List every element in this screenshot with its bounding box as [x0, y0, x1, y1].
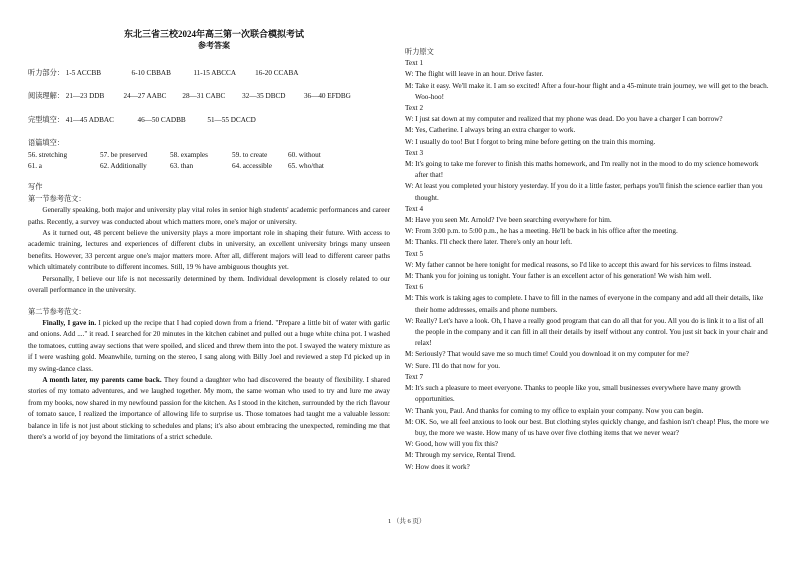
grammar-answer: 63. than: [170, 162, 194, 171]
reading-answers: [28, 91, 390, 102]
transcript-line: M: It's going to take me forever to finish this maths homework, and I'm really not in the mood to do my science homework after that!: [405, 160, 759, 180]
answer-group: 16-20 CCABA: [255, 69, 299, 77]
transcript-line: M: Thank you for joining us tonight. Your father is an excellent actor of his generation! We wish him well.: [405, 272, 712, 281]
answer-group: 32—35 DBCD: [242, 92, 286, 101]
transcript-line: W: I usually do too! But I forgot to bring mine before getting on the train this morning.: [405, 137, 656, 146]
writing-label: 写作: [28, 183, 43, 192]
transcript-line: W: Really? Let's have a look. Oh, I have a really good program that can do all that for you. All you do is link it to a list of all the people in the company and it can fill in all their details by itself without any control. You just sit back in your chair and relax!: [405, 316, 768, 348]
grammar-answer: 65. who/that: [288, 162, 324, 171]
answer-group: 46—50 CADBB: [137, 115, 186, 124]
transcript-line: W: Good, how will you fix this?: [405, 440, 498, 449]
story-paragraph: [28, 318, 390, 375]
transcript-text-heading: Text 4: [405, 204, 424, 213]
transcript-line: M: Yes, Catherine. I always bring an extra charger to work.: [405, 126, 576, 135]
listening-answers: [28, 68, 390, 79]
answer-group: 11-15 ABCCA: [193, 69, 237, 77]
grammar-answer: 60. without: [288, 150, 321, 159]
transcript-line: W: I just sat down at my computer and realized that my phone was dead. Do you have a charger I can borrow?: [405, 115, 723, 124]
transcript-text-heading: Text 1: [405, 59, 424, 68]
cloze-answers: [28, 115, 390, 126]
transcript-line: W: Thank you, Paul. And thanks for coming to my office to explain your company. Now you can begin.: [405, 406, 704, 415]
cloze-label: 完型填空：: [28, 115, 64, 124]
transcript-column: [405, 47, 769, 473]
page-number: 1: [388, 518, 392, 525]
grammar-answer: 58. examples: [170, 150, 208, 159]
answer-group: 28—31 CABC: [182, 92, 226, 101]
answer-key-column: [28, 0, 390, 443]
transcript-line: M: Through my service, Rental Trend.: [405, 451, 516, 460]
transcript-line: M: OK. So, we all feel anxious to look our best. But clothing styles quickly change, and fashion isn't cheap! Plus, the more we buy, the more we waste. How many of us have over five clothing items that we never wear?: [405, 417, 769, 437]
answer-group: 24—27 AABC: [123, 92, 167, 101]
answer-group: 21—23 DDB: [65, 92, 105, 101]
document-subtitle: 参考答案: [198, 41, 230, 50]
essay-paragraph: As it turned out, 48 percent believe the university plays a more important role in shaping their future. With access to academic training, lectures and experiences of different clubs in university, an excellent university brings many unseen benefits. However, 33 percent argue one's major matters more. After all, different majors will lead to different career paths which ultimately contribute to different incomes. Still, 19 % have ambiguous thoughts yet.: [28, 229, 390, 272]
answer-group: 41—45 ADBAC: [65, 115, 114, 124]
transcript-text-heading: Text 6: [405, 283, 424, 292]
transcript-line: W: The flight will leave in an hour. Drive faster.: [405, 70, 544, 79]
transcript-line: W: Sure. I'll do that now for you.: [405, 361, 501, 370]
answer-group: 51—55 DCACD: [207, 115, 256, 124]
transcript-text-heading: Text 7: [405, 372, 424, 381]
transcript-text-heading: Text 3: [405, 148, 424, 157]
transcript-line: W: My father cannot be here tonight for medical reasons, so I'd like to accept this award for his services to films instead.: [405, 260, 752, 269]
transcript-label: 听力原文: [405, 48, 434, 56]
writing-section1-label: 第一节参考范文：: [28, 194, 86, 203]
grammar-answer: 61. a: [28, 162, 42, 171]
transcript-line: M: Have you seen Mr. Arnold? I've been searching everywhere for him.: [405, 216, 612, 225]
grammar-answer: 62. Additionally: [100, 162, 147, 171]
grammar-answer: 56. stretching: [28, 150, 68, 159]
grammar-answer: 64. accessible: [232, 162, 272, 171]
paragraph-text: I picked up the recipe that I had copied down from a friend. "Prepare a little bit of water with garlic and onions. Add ...." it read. I searched for 20 minutes in the kitchen cabinet and pulled out a huge white china pot. I washed the tomatoes, cutting away sections that were spoiled, and sliced and threw them into the pot. I swayed the watery mixture as if I were washing gold. Meanwhile, turning on the stereo, I sang along with Billy Joel and reviewed a step I'd picked up in my swing-dance class.: [28, 318, 390, 373]
reading-label: 阅读理解：: [28, 92, 64, 101]
writing-section2-label: 第二节参考范文：: [28, 307, 86, 316]
document-header: [38, 28, 390, 52]
answer-group: 6-10 CBBAB: [131, 69, 171, 77]
transcript-lines: [405, 58, 769, 473]
paragraph-text: They found a daughter who had discovered the beauty of flexibility. I shared stories of my tomato adventures, and we laughed together. My mom, the same woman who used to try and lure me away from my books, now shared in my newfound passion for the kitchen. As I stood in the kitchen, surrounded by the rich flavour of tomato sauce, I realized the importance of allowing life to surprise us. Those tomatoes had taught me a valuable lesson: balance in life is not just about sticking to schedules and plans; it's also about embracing the unexpected, reminding me that there's a world of joy beyond the limitations of a strict schedule.: [28, 375, 390, 441]
essay-paragraph: Generally speaking, both major and university play vital roles in senior high students' academic performances and career paths. Recently, a survey was conducted about which matters more, one's major or university.: [28, 206, 390, 226]
essay-paragraph: Personally, I believe our life is not necessarily determined by them. Individual development is closely related to our overall performance in the university.: [28, 274, 390, 295]
transcript-line: M: Thanks. I'll check there later. There's only an hour left.: [405, 238, 572, 247]
page-total: （共 6 页）: [392, 518, 426, 525]
grammar-answers-row-1: [28, 150, 390, 161]
paragraph-lead: A month later, my parents came back.: [42, 375, 162, 384]
transcript-line: M: Seriously? That would save me so much time! Could you download it on my computer for me?: [405, 350, 689, 359]
transcript-text-heading: Text 2: [405, 104, 424, 113]
paragraph-lead: Finally, I gave in.: [42, 318, 97, 327]
grammar-label: 语篇填空：: [28, 139, 64, 148]
page-footer: [388, 516, 425, 525]
transcript-text-heading: Text 5: [405, 249, 424, 258]
grammar-answer: 57. be preserved: [100, 150, 148, 159]
transcript-line: W: From 3:00 p.m. to 5:00 p.m., he has a meeting. He'll be back in his office after the meeting.: [405, 227, 678, 236]
transcript-line: W: How does it work?: [405, 462, 470, 471]
transcript-line: W: At least you completed your history yesterday. If you do it a little faster, perhaps you'll finish the science earlier than you thought.: [405, 182, 763, 202]
grammar-answers-row-2: [28, 161, 390, 172]
answer-group: 36—40 EFDBG: [303, 92, 351, 101]
transcript-line: M: It's such a pleasure to meet everyone. Thanks to people like you, small businesses everywhere have many growth opportunities.: [405, 384, 741, 404]
document-title: 东北三省三校2024年高三第一次联合模拟考试: [123, 29, 304, 39]
story-paragraph: [28, 375, 390, 443]
listening-label: 听力部分：: [28, 69, 64, 77]
grammar-answer: 59. to create: [232, 150, 268, 159]
transcript-line: M: This work is taking ages to complete. I have to fill in the names of everyone in the company and add all their details, like their home addresses, emails and phone numbers.: [405, 294, 764, 314]
transcript-line: M: Take it easy. We'll make it. I am so excited! After a four-hour flight and a 45-minute train journey, we will get to the beach. Woo-hoo!: [405, 81, 769, 101]
answer-group: 1-5 ACCBB: [65, 69, 102, 77]
